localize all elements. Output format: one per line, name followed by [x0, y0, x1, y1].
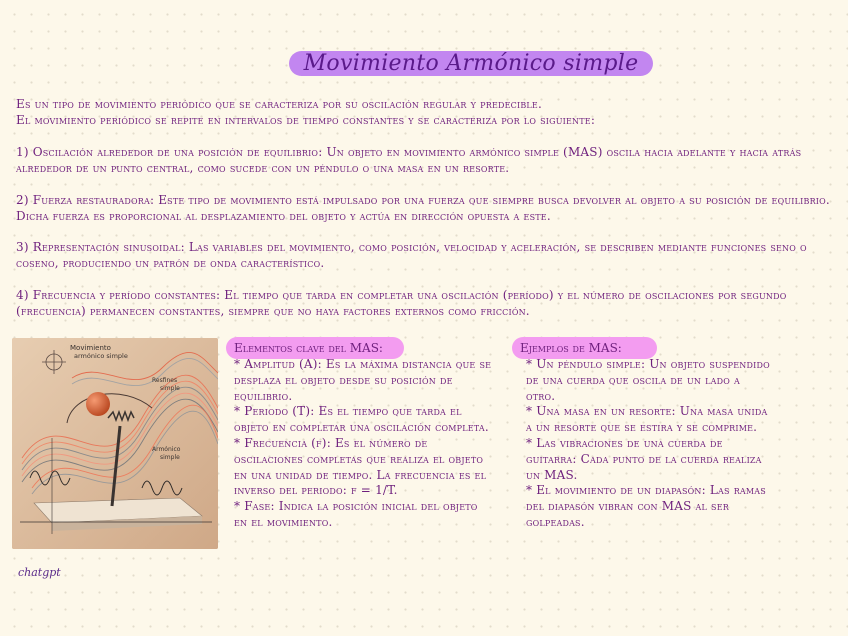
- label-resfines: Resfines: [152, 377, 178, 384]
- label-movimiento: Movimiento: [70, 344, 111, 352]
- key-element-frecuencia: * Frecuencia (f): Es el número de oscilaciones completas que realiza el objeto en una unidad de tiempo. La frecuencia es el inverso del periodo: f = 1/T.: [234, 435, 487, 498]
- mass-ball: [86, 392, 110, 416]
- page-title: Movimiento Armónico simple: [289, 51, 653, 76]
- key-element-amplitud: * Amplitud (A): Es la máxima distancia que se desplaza el objeto desde su posición de equilibrio.: [234, 357, 492, 403]
- point-2: 2) Fuerza restauradora: Este tipo de movimiento está impulsado por una fuerza que siempre busca devolver al objeto a su posición de equilibrio. Dicha fuerza es proporcional al desplazamiento del objeto y actúa en dirección opuesta a este.: [16, 193, 830, 223]
- label-armonico-simple: armónico simple: [74, 352, 128, 360]
- key-element-periodo: * Periodo (T): Es el tiempo que tarda el objeto en completar una oscilación completa.: [234, 404, 489, 435]
- example-pendulo: * Un péndulo simple: Un objeto suspendido de una cuerda que oscila de un lado a otro.: [526, 357, 770, 403]
- label-armonico: Armónico: [152, 446, 181, 453]
- intro-paragraph: Es un tipo de movimiento periódico que se caracteriza por su oscilación regular y predecible. El movimiento periódico se repite en intervalos de tiempo constantes y se caracteriza por lo siguiente:: [16, 97, 596, 127]
- footer-credit: chatgpt: [18, 566, 61, 579]
- examples-list: [526, 357, 771, 531]
- label-simple-2: simple: [160, 454, 180, 461]
- example-guitarra: * Las vibraciones de una cuerda de guitarra: Cada punto de la cuerda realiza un MAS.: [526, 435, 762, 482]
- point-3: 3) Representación sinusoidal: Las variables del movimiento, como posición, velocidad y aceleración, se describen mediante funciones seno o coseno, produciendo un patrón de onda característico.: [16, 240, 807, 270]
- oscillator-illustration-svg: [12, 338, 218, 549]
- harmonic-motion-illustration: [12, 338, 218, 549]
- key-elements-heading: Elementos clave del MAS:: [226, 337, 404, 359]
- examples-heading: Ejemplos de MAS:: [512, 337, 657, 359]
- key-element-fase: * Fase: Indica la posición inicial del objeto en el movimiento.: [234, 499, 478, 529]
- label-simple: simple: [160, 385, 180, 392]
- point-1: 1) Oscilación alrededor de una posición de equilibrio: Un objeto en movimiento armónico simple (MAS) oscila hacia adelante y hacia atrás alrededor de un punto central, como sucede con un péndulo o una masa en un resorte.: [16, 145, 802, 175]
- key-elements-list: [234, 357, 494, 531]
- point-4: 4) Frecuencia y período constantes: El tiempo que tarda en completar una oscilación (período) y el número de oscilaciones por segundo (frecuencia) permanecen constantes, siempre que no haya factores externos como fricción.: [16, 288, 787, 318]
- example-resorte: * Una masa en un resorte: Una masa unida a un resorte que se estira y se comprime.: [526, 404, 768, 435]
- example-diapason: * El movimiento de un diapasón: Las ramas del diapasón vibran con MAS al ser golpeadas.: [526, 483, 766, 529]
